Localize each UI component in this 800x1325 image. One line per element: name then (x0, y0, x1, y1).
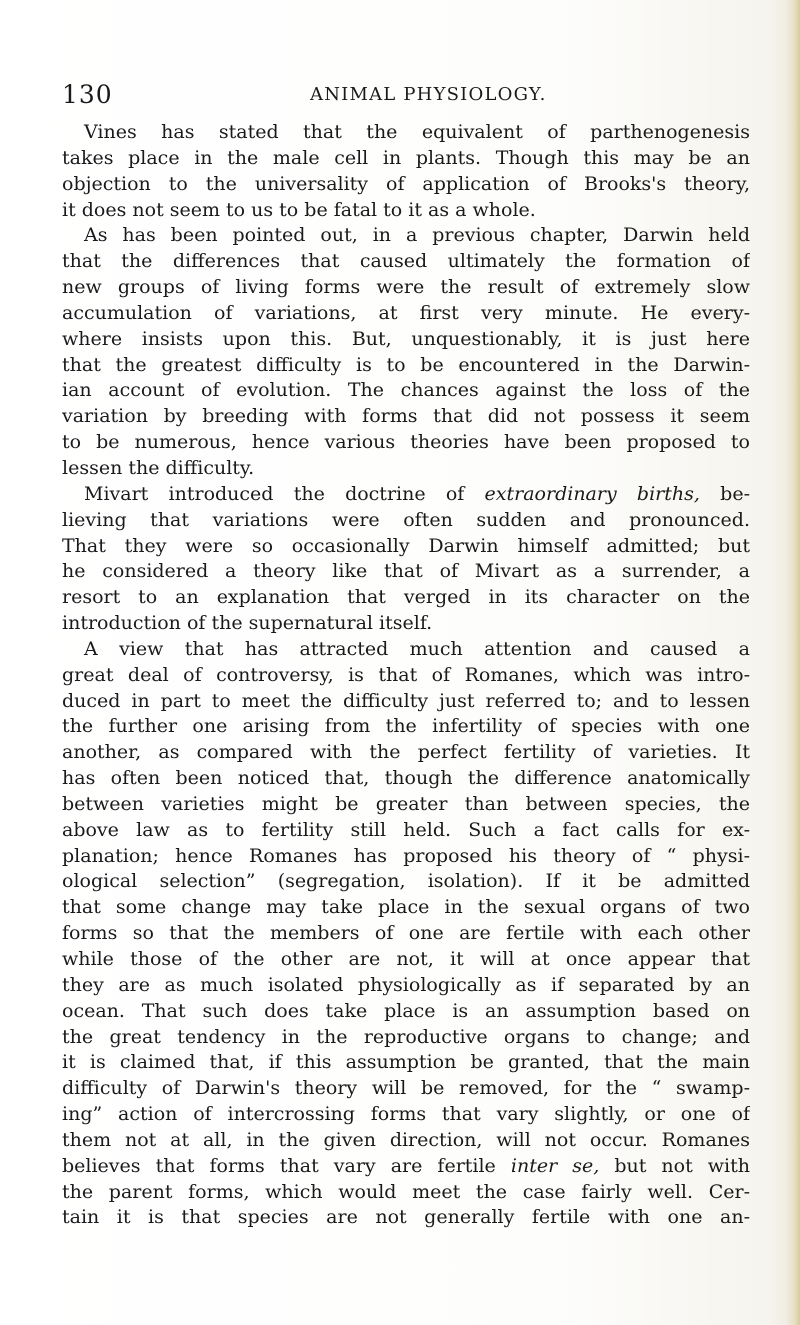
text-line: great deal of controversy, is that of Romanes, which was intro- (62, 663, 750, 686)
text-line: ing” action of intercrossing forms that vary slightly, or one of (62, 1103, 750, 1126)
text-line (62, 1154, 750, 1180)
text-line: takes place in the male cell in plants. Though this may be an (62, 146, 750, 169)
text-line: forms so that the members of one are fertile with each other (62, 922, 750, 945)
text-line: ological selection” (segregation, isolation). If it be admitted (62, 870, 750, 893)
text-segment: but not with (614, 1154, 750, 1177)
text-line: it is claimed that, if this assumption be granted, that the main (62, 1051, 750, 1074)
text-line: them not at all, in the given direction, will not occur. Romanes (62, 1128, 750, 1151)
page-edge-shadow (786, 0, 800, 1325)
text-line: new groups of living forms were the result of extremely slow (62, 276, 750, 299)
text-line: it does not seem to us to be fatal to it as a whole. (62, 198, 536, 221)
page-number: 130 (62, 80, 113, 109)
text-line: A view that has attracted much attention and caused a (84, 637, 750, 660)
text-line: lessen the difficulty. (62, 456, 255, 479)
text-line: accumulation of variations, at first very minute. He every- (62, 301, 750, 324)
text-line: has often been noticed that, though the difference anatomically (62, 767, 750, 790)
text-line: that the differences that caused ultimately the formation of (62, 250, 750, 273)
text-segment: be- (720, 482, 750, 505)
text-line: that some change may take place in the sexual organs of two (62, 896, 750, 919)
running-head: ANIMAL PHYSIOLOGY. (310, 84, 547, 105)
text-line: tain it is that species are not generally fertile with one an- (62, 1206, 750, 1229)
text-line: the great tendency in the reproductive organs to change; and (62, 1025, 750, 1048)
page-header (62, 80, 742, 108)
text-line (62, 482, 750, 508)
text-line: ocean. That such does take place is an assumption based on (62, 999, 750, 1022)
text-line: ian account of evolution. The chances against the loss of the (62, 379, 750, 402)
text-line: they are as much isolated physiologically as if separated by an (62, 973, 750, 996)
italic-term: inter se, (510, 1154, 600, 1177)
text-line: introduction of the supernatural itself. (62, 612, 433, 635)
text-line: he considered a theory like that of Mivart as a surrender, a (62, 560, 750, 583)
text-segment: believes that forms that vary are fertile (62, 1154, 496, 1177)
text-line: between varieties might be greater than between species, the (62, 792, 750, 815)
text-line: where insists upon this. But, unquestionably, it is just here (62, 327, 750, 350)
text-line: resort to an explanation that verged in its character on the (62, 586, 750, 609)
text-line: lieving that variations were often sudden and pronounced. (62, 508, 750, 531)
text-line: above law as to fertility still held. Such a fact calls for ex- (62, 818, 750, 841)
text-line: That they were so occasionally Darwin himself admitted; but (62, 534, 750, 557)
text-line: the further one arising from the infertility of species with one (62, 715, 750, 738)
text-line: while those of the other are not, it will at once appear that (62, 948, 750, 970)
text-line: planation; hence Romanes has proposed his theory of “ physi- (62, 844, 750, 867)
text-line: variation by breeding with forms that did not possess it seem (62, 405, 750, 428)
body-text (62, 120, 750, 1231)
text-line: As has been pointed out, in a previous chapter, Darwin held (84, 224, 750, 247)
text-line: that the greatest difficulty is to be encountered in the Darwin- (62, 353, 750, 376)
text-line: the parent forms, which would meet the case fairly well. Cer- (62, 1180, 750, 1203)
text-line: another, as compared with the perfect fertility of varieties. It (62, 741, 750, 764)
italic-term: extraordinary births, (484, 482, 700, 505)
text-line: duced in part to meet the difficulty just referred to; and to lessen (62, 689, 750, 712)
text-line: Vines has stated that the equivalent of parthenogenesis (84, 121, 750, 143)
text-segment: Mivart introduced the doctrine of (84, 482, 465, 505)
text-line: objection to the universality of application of Brooks's theory, (62, 172, 750, 195)
text-line: to be numerous, hence various theories have been proposed to (62, 431, 750, 454)
text-line: difficulty of Darwin's theory will be removed, for the “ swamp- (62, 1077, 750, 1100)
